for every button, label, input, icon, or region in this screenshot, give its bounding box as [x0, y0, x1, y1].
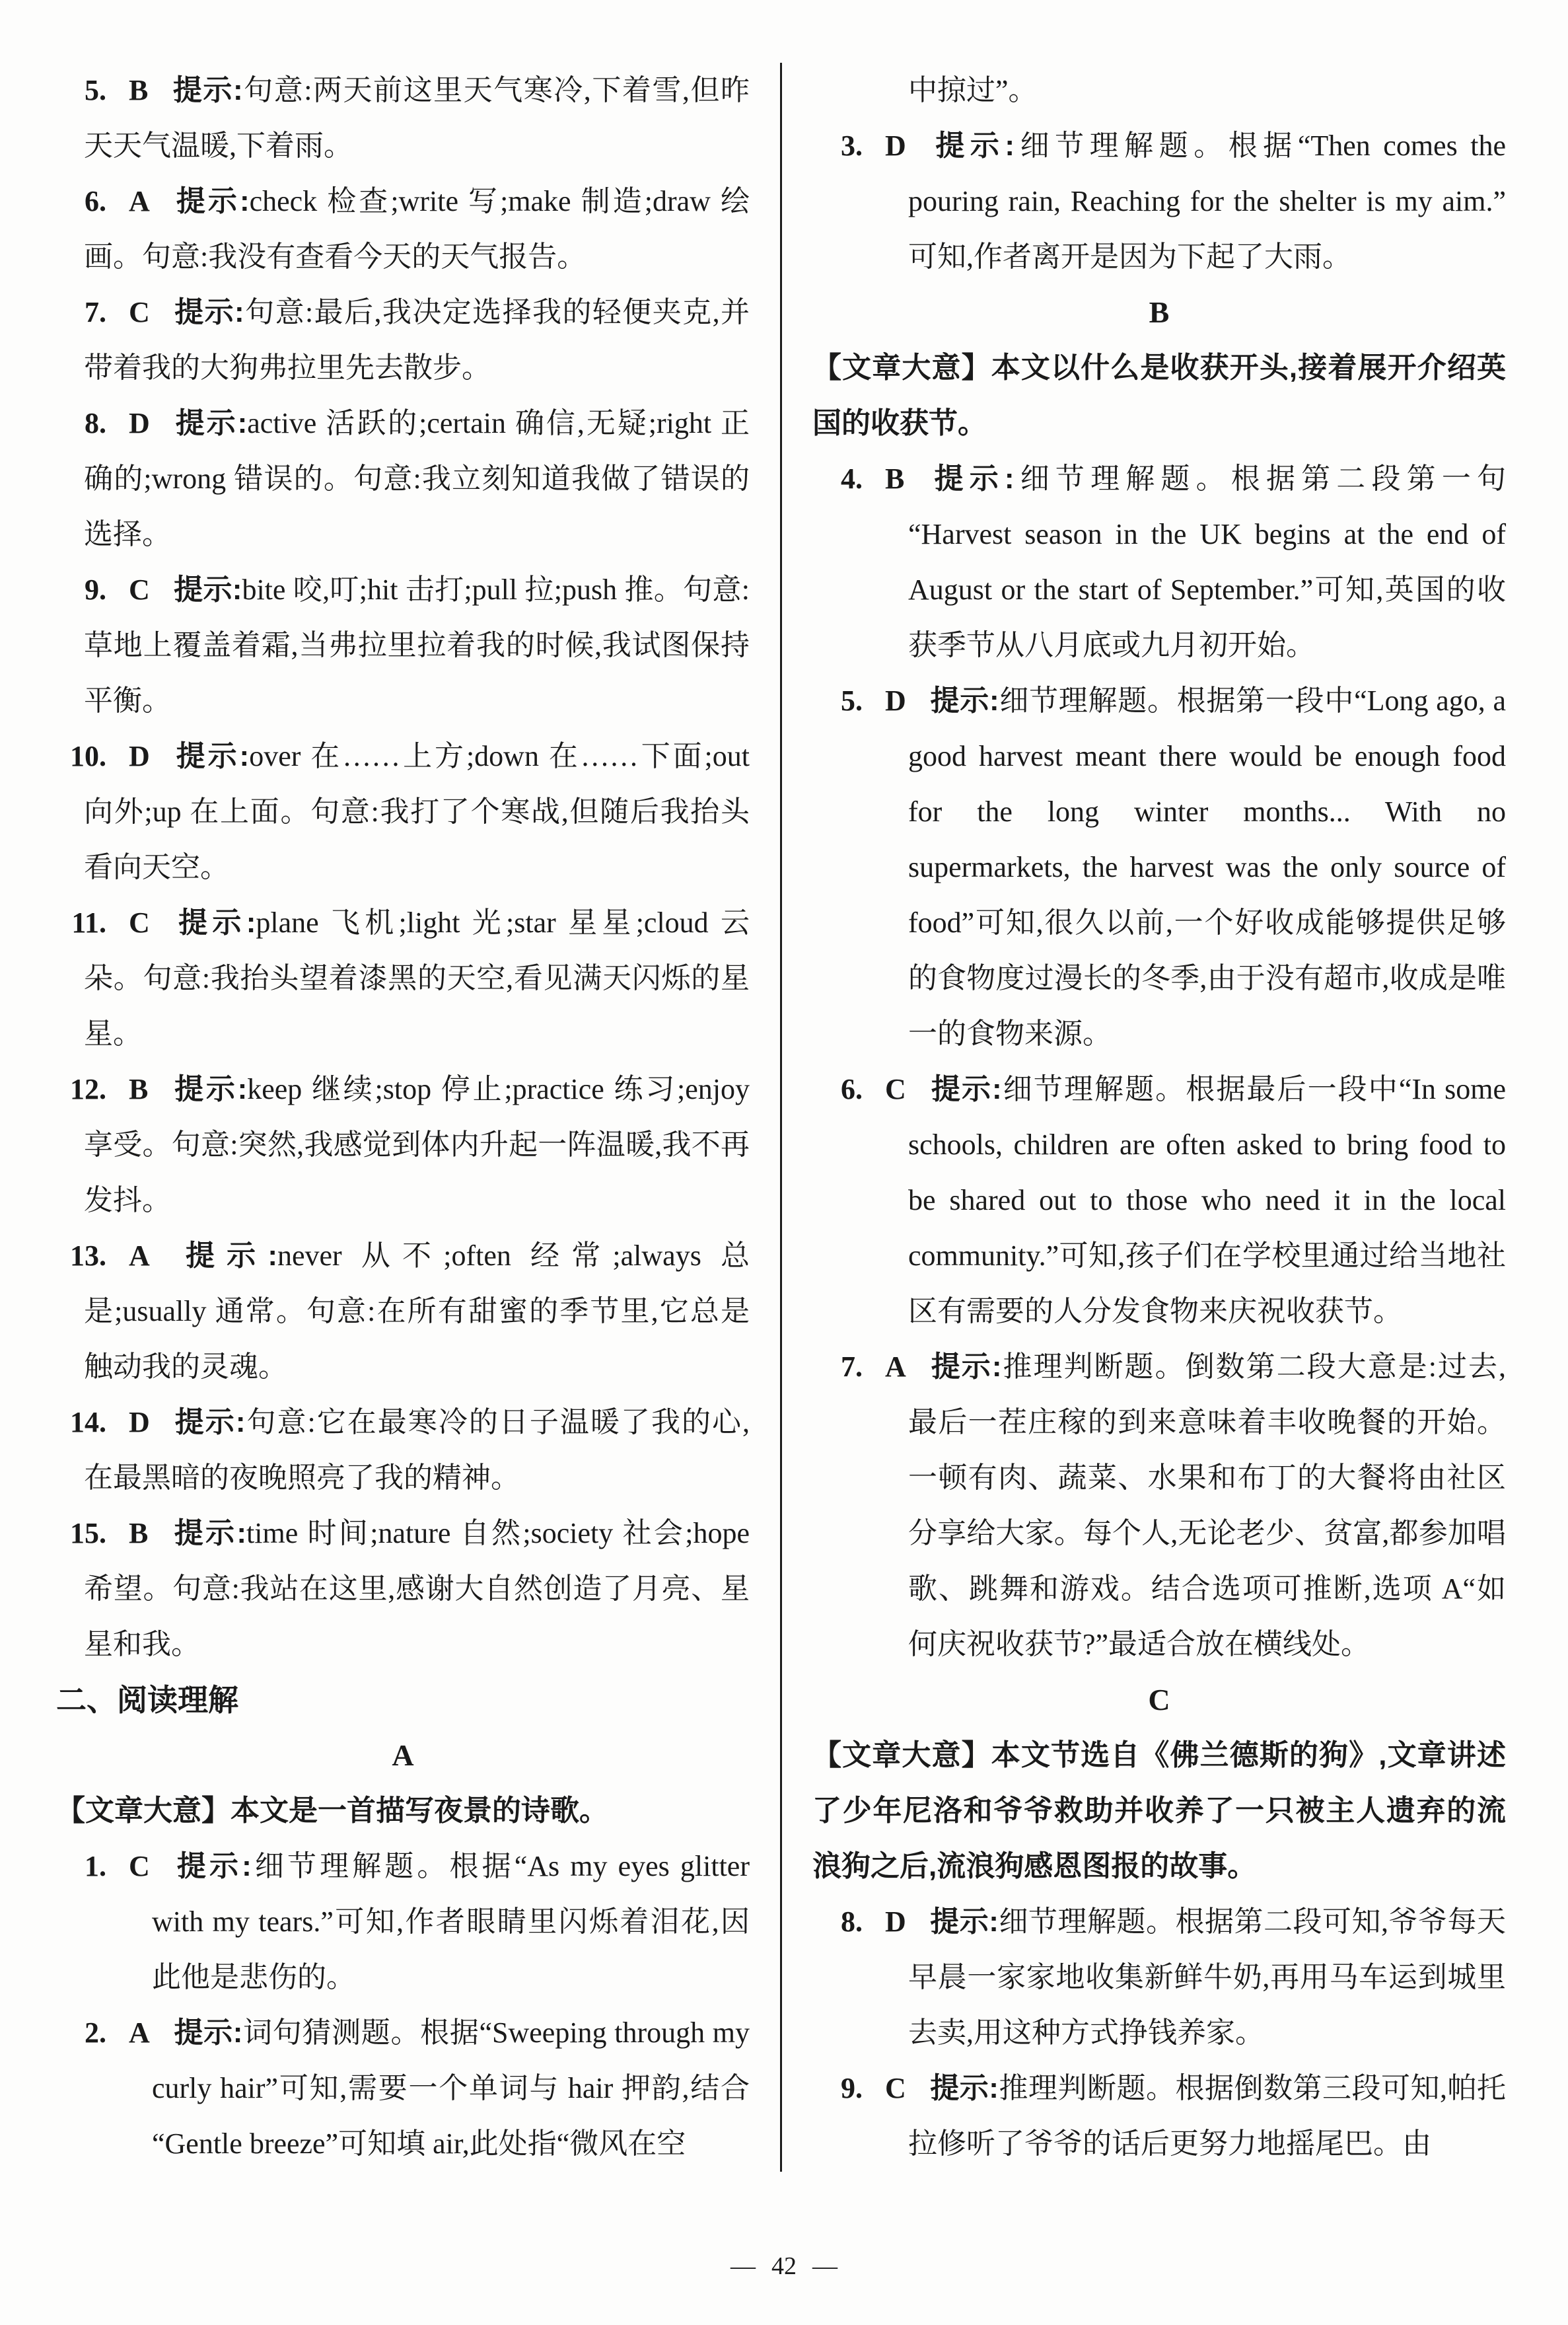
passage-summary [812, 340, 1506, 451]
answer-number: 4. [841, 462, 863, 495]
answer-number: 11. [71, 906, 106, 939]
passage-label: B [1149, 295, 1170, 329]
hint-text: 细节理解题。根据最后一段中“In some schools, children are often asked to bring food to be shared out to those who need it in the local community.”可知,孩子们在学校里通过给当地社区有需要的人分发食物来庆祝收获节。 [908, 1073, 1506, 1327]
answer-number: 13. [70, 1239, 106, 1272]
continuation-text: 中掠过”。 [908, 74, 1038, 106]
answer-item [56, 895, 750, 1062]
hint-text: active 活跃的;certain 确信,无疑;right 正确的;wrong 错误的。句意:我立刻知道我做了错误的选择。 [84, 407, 750, 550]
hint-text: 句意:两天前这里天气寒冷,下着雪,但昨天天气温暖,下着雨。 [84, 74, 750, 162]
hint-label: 提示: [173, 1239, 277, 1272]
hint-text: check 检查;write 写;make 制造;draw 绘画。句意:我没有查看今天的天气报告。 [84, 185, 750, 273]
answer-item [56, 1839, 750, 2005]
summary-text: 本文以什么是收获开头,接着展开介绍英国的收获节。 [812, 351, 1507, 439]
passage-summary [812, 1728, 1506, 1894]
answer-number: 3. [841, 129, 863, 162]
answer-number: 5. [85, 74, 106, 106]
summary-text: 本文是一首描写夜景的诗歌。 [231, 1794, 608, 1827]
answer-letter: C [129, 573, 150, 606]
answer-item [812, 673, 1506, 1062]
summary-text: 本文节选自《佛兰德斯的狗》,文章讲述了少年尼洛和爷爷救助并收养了一只被主人遗弃的流浪狗之后,流浪狗感恩图报的故事。 [812, 1739, 1507, 1882]
answer-letter: C [129, 296, 150, 328]
hint-text: 词句猜测题。根据“Sweeping through my curly hair”可知,需要一个单词与 hair 押韵,结合“Gentle breeze”可知填 air,此处指“微风在空 [152, 2016, 750, 2160]
answer-letter: D [885, 129, 906, 162]
answer-number: 8. [841, 1905, 863, 1938]
footer-right-dash: — [812, 2252, 837, 2280]
passage-label: A [392, 1738, 414, 1772]
answer-number: 9. [841, 2072, 863, 2104]
answer-letter: A [129, 185, 150, 217]
answer-letter: B [129, 1517, 149, 1549]
answer-item [56, 729, 750, 895]
hint-text: 细节理解题。根据“Then comes the pouring rain, Reaching for the shelter is my aim.”可知,作者离开是因为下起了大雨。 [908, 129, 1506, 273]
hint-label: 提示: [929, 1073, 1002, 1105]
answer-number: 2. [85, 2016, 106, 2049]
hint-label: 提示: [173, 2016, 243, 2049]
answer-item [56, 174, 750, 285]
answer-letter: D [885, 1905, 906, 1938]
answer-item [812, 1062, 1506, 1339]
answer-number: 9. [85, 573, 106, 606]
answer-item [56, 1395, 750, 1506]
passage-label: C [1148, 1683, 1170, 1716]
answer-letter: C [885, 1073, 906, 1105]
answer-item [56, 562, 750, 729]
section-heading: 二、阅读理解 [56, 1683, 238, 1717]
answer-item [812, 1894, 1506, 2061]
answer-letter: B [129, 74, 149, 106]
answer-letter: B [885, 462, 905, 495]
hint-label: 提示: [173, 1406, 246, 1438]
summary-label: 【文章大意】 [56, 1794, 231, 1827]
hint-label: 提示: [173, 296, 244, 328]
hint-text: 细节理解题。根据“As my eyes glitter with my tears.”可知,作者眼睛里闪烁着泪花,因此他是悲伤的。 [152, 1850, 750, 1993]
summary-label: 【文章大意】 [812, 1739, 991, 1771]
answer-number: 8. [85, 407, 106, 439]
hint-label: 提示: [929, 1905, 999, 1938]
answer-number: 14. [70, 1406, 106, 1438]
right-column [812, 63, 1506, 2172]
answer-number: 15. [70, 1517, 106, 1549]
answer-item [56, 2005, 750, 2172]
answer-letter: A [129, 1239, 150, 1272]
answer-item [56, 1228, 750, 1395]
left-column [56, 63, 750, 2172]
hint-text: 细节理解题。根据第二段第一句“Harvest season in the UK begins at the end of August or the start of September.”可知,英国的收获季节从八月底或九月初开始。 [908, 462, 1507, 661]
hint-label: 提示: [172, 74, 243, 106]
answer-number: 1. [85, 1850, 106, 1882]
answer-item [56, 1062, 750, 1228]
hint-label: 提示: [173, 407, 248, 439]
answer-item [812, 1339, 1506, 1672]
hint-text: never 从不;often 经常;always 总是;usually 通常。句意:在所有甜蜜的季节里,它总是触动我的灵魂。 [84, 1239, 750, 1383]
hint-label: 提示: [928, 462, 1015, 495]
answer-number: 6. [841, 1073, 863, 1105]
hint-text: keep 继续;stop 停止;practice 练习;enjoy 享受。句意:突然,我感觉到体内升起一阵温暖,我不再发抖。 [84, 1073, 750, 1216]
answer-number: 7. [841, 1350, 863, 1383]
answer-item [812, 451, 1506, 673]
hint-label: 提示: [173, 906, 256, 939]
answer-item [812, 2061, 1506, 2172]
answer-letter: C [129, 1850, 150, 1882]
hint-label: 提示: [929, 2072, 999, 2104]
answer-letter: A [129, 2016, 150, 2049]
answer-letter: D [129, 407, 150, 439]
answer-item [56, 396, 750, 562]
answer-number: 6. [85, 185, 106, 217]
summary-label: 【文章大意】 [812, 351, 991, 384]
answer-number: 7. [85, 296, 106, 328]
hint-text: 细节理解题。根据第一段中“Long ago, a good harvest meant there would be enough food for the long winter months... With no supermarkets, the harvest was the only source of food”可知,很久以前,一个好收成能够提供足够的食物度过漫长的冬季,由于没有超市,收成是唯一的食物来源。 [908, 684, 1507, 1050]
hint-text: 句意:最后,我决定选择我的轻便夹克,并带着我的大狗弗拉里先去散步。 [84, 296, 750, 384]
answer-item [56, 1506, 750, 1672]
answer-letter: D [129, 740, 150, 772]
two-column-layout [56, 63, 1512, 2172]
answer-item [56, 285, 750, 396]
footer-left-dash: — [731, 2252, 756, 2280]
answer-letter: A [885, 1350, 906, 1383]
hint-text: time 时间;nature 自然;society 社会;hope 希望。句意:我站在这里,感谢大自然创造了月亮、星星和我。 [84, 1517, 750, 1660]
page-number: 42 [771, 2252, 797, 2280]
answer-item [56, 63, 750, 174]
hint-label: 提示: [173, 1850, 252, 1882]
answer-number: 5. [841, 684, 863, 717]
hint-label: 提示: [173, 185, 250, 217]
hint-text: plane 飞机;light 光;star 星星;cloud 云朵。句意:我抬头望着漆黑的天空,看见满天闪烁的星星。 [84, 906, 750, 1050]
hint-text: 细节理解题。根据第二段可知,爷爷每天早晨一家家地收集新鲜牛奶,再用马车运到城里去卖,用这种方式挣钱养家。 [908, 1905, 1507, 2049]
hint-label: 提示: [173, 573, 242, 606]
hint-label: 提示: [929, 684, 999, 717]
hint-label: 提示: [929, 129, 1015, 162]
hint-text: bite 咬,叮;hit 击打;pull 拉;push 推。句意:草地上覆盖着霜,当弗拉里拉着我的时候,我试图保持平衡。 [84, 573, 750, 717]
hint-label: 提示: [929, 1350, 1002, 1383]
hint-label: 提示: [172, 1517, 247, 1549]
answer-letter: B [129, 1073, 149, 1105]
hint-text: over 在……上方;down 在……下面;out 向外;up 在上面。句意:我打了个寒战,但随后我抬头看向天空。 [84, 740, 750, 883]
answer-item [812, 118, 1506, 285]
hint-text: 推理判断题。倒数第二段大意是:过去,最后一茬庄稼的到来意味着丰收晚餐的开始。一顿有肉、蔬菜、水果和布丁的大餐将由社区分享给大家。每个人,无论老少、贫富,都参加唱歌、跳舞和游戏。结合选项可推断,选项 A“如何庆祝收获节?”最适合放在横线处。 [908, 1350, 1506, 1660]
answer-number: 10. [70, 740, 106, 772]
answer-letter: D [129, 1406, 150, 1438]
answer-letter: D [885, 684, 906, 717]
passage-summary [56, 1783, 750, 1839]
hint-text: 推理判断题。根据倒数第三段可知,帕托拉修听了爷爷的话后更努力地摇尾巴。由 [908, 2072, 1507, 2160]
answer-letter: C [129, 906, 150, 939]
hint-text: 句意:它在最寒冷的日子温暖了我的心,在最黑暗的夜晚照亮了我的精神。 [84, 1406, 750, 1494]
hint-label: 提示: [173, 740, 250, 772]
answer-number: 12. [70, 1073, 106, 1105]
page-footer [0, 2252, 1568, 2281]
answer-letter: C [885, 2072, 906, 2104]
column-divider [780, 63, 782, 2172]
hint-label: 提示: [172, 1073, 248, 1105]
